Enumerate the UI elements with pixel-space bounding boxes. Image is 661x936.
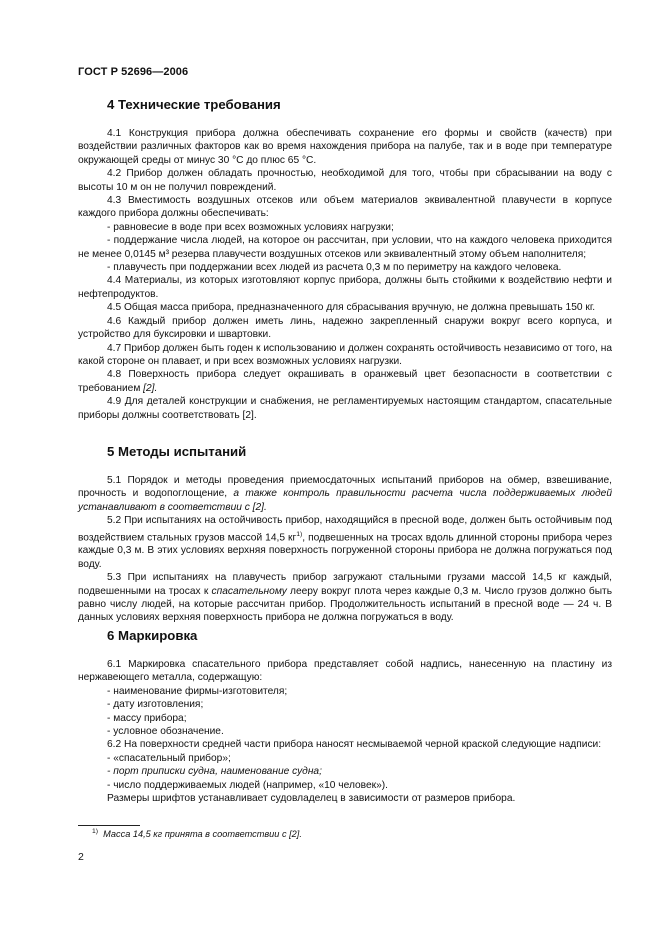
paragraph-4-9: 4.9 Для деталей конструкции и снабжения, не регламентируемых настоящим стандартом, спасательные приборы должны соответствовать [2]. (78, 396, 612, 421)
paragraph-6-2: 6.2 На поверхности средней части прибора наносят несмываемой черной краской следующие надписи: (107, 739, 602, 751)
page-number: 2 (78, 851, 84, 863)
standard-designation: ГОСТ Р 52696—2006 (78, 66, 189, 78)
list-item-6-2-c: - число поддерживаемых людей (например, «10 человек»). (107, 779, 388, 791)
list-item-6-2-b: - порт приписки судна, наименование судна; (107, 766, 322, 778)
section-5-heading: 5 Методы испытаний (107, 444, 247, 459)
list-item-6-2-a: - «спасательный прибор»; (107, 752, 231, 764)
paragraph-4-1: 4.1 Конструкция прибора должна обеспечивать сохранение его формы и свойств (качеств) при воздействии различных факторов как во время нахождения прибора на палубе, так и в воде при температуре окружающей среды от минус 30 °С до плюс 65 °С. (78, 128, 612, 166)
footnote (92, 828, 302, 839)
paragraph-5-3-italic: спасательному (211, 585, 287, 597)
list-item-4-3-c: - плавучесть при поддержании всех людей из расчета 0,3 м по периметру на каждого человека. (107, 262, 562, 274)
section-6-heading: 6 Маркировка (107, 628, 198, 643)
footnote-ref: 1) (296, 530, 303, 538)
paragraph-5-2-text-a: 5.2 При испытаниях на остойчивость прибор, находящийся в пресной воде, должен быть остойчивым под воздействием стальных грузов массой 14,5 кг (78, 515, 612, 544)
paragraph-6-1: 6.1 Маркировка спасательного прибора представляет собой надпись, нанесенную на пластину из нержавеющего металла, содержащую: (78, 659, 612, 684)
paragraph-4-8-text: 4.8 Поверхность прибора следует окрашивать в оранжевый цвет безопасности в соответствии с требованием (78, 369, 612, 394)
footnote-mark: 1) (92, 828, 99, 835)
reference-2: [2]. (143, 382, 158, 394)
paragraph-6-3: Размеры шрифтов устанавливает судовладелец в зависимости от размеров прибора. (107, 793, 516, 805)
paragraph-4-2: 4.2 Прибор должен обладать прочностью, необходимой для того, чтобы при сбрасывании на воду с высоты 10 м он не получил повреждений. (78, 168, 612, 193)
paragraph-4-7: 4.7 Прибор должен быть годен к использованию и должен сохранять остойчивость независимо от того, на какой стороне он плавает, и при всех возможных условиях нагрузки. (78, 342, 612, 367)
section-5-body (78, 474, 612, 625)
footnote-text: Масса 14,5 кг принята в соответствии с [2]. (103, 829, 302, 840)
paragraph-4-3: 4.3 Вместимость воздушных отсеков или объем материалов эквивалентной плавучести в корпусе каждого прибора должны обеспечивать: (78, 195, 612, 220)
paragraph-4-6: 4.6 Каждый прибор должен иметь линь, надежно закрепленный снаружи вокруг всего корпуса, и устройство для буксировки и швартовки. (78, 315, 612, 341)
paragraph-5-1-text: 5.1 Порядок и методы проведения приемосдаточных испытаний приборов на обмер, взвешивание, прочность и водопоглощение, (78, 475, 612, 500)
paragraph-5-3 (78, 571, 612, 625)
list-item-4-3-a: - равновесие в воде при всех возможных условиях нагрузки; (107, 221, 394, 233)
list-item-6-1-d: - условное обозначение. (107, 726, 224, 738)
paragraph-4-4: 4.4 Материалы, из которых изготовляют корпус прибора, должны быть стойкими к воздействию нефти и нефтепродуктов. (78, 275, 612, 300)
paragraph-5-3-text-b: лееру вокруг плота через каждые 0,3 м. Число грузов должно быть равно числу людей, на которые рассчитан прибор. Продолжительность испытаний в пресной воде — 24 ч. В данных условиях верхняя поверхность прибора не должна погружаться в воду. (78, 585, 612, 624)
list-item-4-3-b: - поддержание числа людей, на которое он рассчитан, при условии, что на каждого человека приходится не менее 0,0145 м³ резерва плавучести воздушных отсеков или эквивалентный этому объем наполнителя; (78, 235, 612, 260)
section-6-body (78, 658, 612, 805)
list-item-6-1-c: - массу прибора; (107, 712, 187, 724)
paragraph-5-3-text-a: 5.3 При испытаниях на плавучесть прибор загружают стальными грузами массой 14,5 кг каждый, подвешенными на тросах к (78, 572, 612, 597)
section-4-heading: 4 Технические требования (107, 97, 281, 112)
paragraph-4-5: 4.5 Общая масса прибора, предназначенного для сбрасывания вручную, не должна превышать 150 кг. (107, 302, 596, 314)
paragraph-5-1 (78, 474, 612, 514)
footnote-divider (78, 825, 140, 826)
paragraph-5-2 (78, 514, 612, 571)
paragraph-5-1-italic: а также контроль правильности расчета числа поддерживаемых людей устанавливают в соответствии с [2]. (78, 488, 613, 513)
paragraph-5-2-text-b: , подвешенных на тросах вдоль длинной стороны прибора через каждые 0,3 м. В этих условиях верхняя поверхность погруженной стороны прибора не должна погружаться под воду. (78, 532, 612, 570)
paragraph-4-8 (78, 368, 612, 395)
list-item-6-1-a: - наименование фирмы-изготовителя; (107, 685, 288, 697)
section-4-body (78, 127, 612, 422)
list-item-6-1-b: - дату изготовления; (107, 699, 204, 711)
